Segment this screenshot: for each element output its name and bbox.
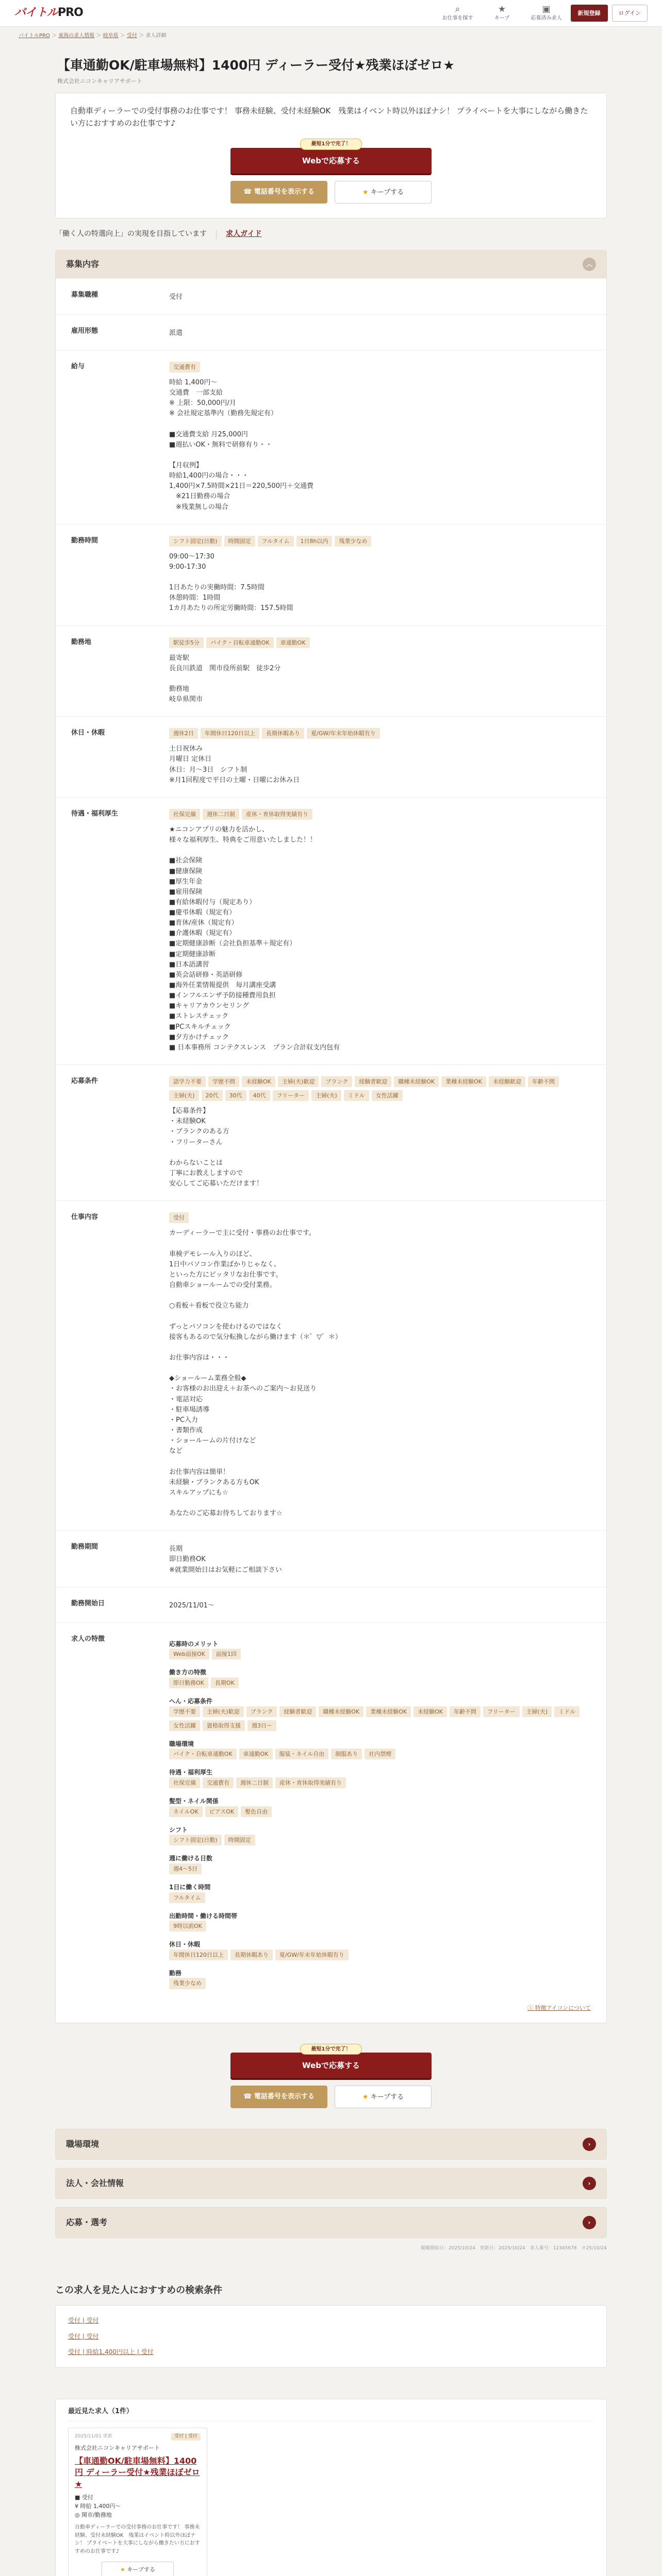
nav-search[interactable]: ⌕ お仕事を探す: [438, 4, 478, 23]
detail-value: 受付: [169, 293, 183, 301]
crumb-link[interactable]: バイトルPRO: [19, 33, 50, 39]
tag: 長期OK: [211, 1677, 239, 1688]
feature-group: シフト シフト固定(日勤) 時間固定: [169, 1825, 591, 1849]
star-icon: ★: [120, 2566, 125, 2573]
tag: 社保完備: [169, 809, 200, 820]
detail-value: 2025/11/01〜: [169, 1601, 214, 1609]
chevron-right-icon: ›: [583, 2177, 596, 2190]
collapse-icon: ︿: [583, 258, 596, 271]
tag: 週休二日制: [203, 809, 239, 820]
nav-keep[interactable]: ★ キープ: [482, 4, 522, 23]
feature-icon-link[interactable]: ⓘ 特徴アイコンについて: [527, 2004, 591, 2011]
detail-key: 勤務地: [71, 638, 92, 646]
detail-key: 勤務開始日: [71, 1599, 105, 1607]
tag: 主婦(夫): [169, 1090, 199, 1101]
tag: 語学力不要: [169, 1076, 206, 1087]
quick-badge: 最短1分で完了！: [300, 2044, 362, 2055]
aim-row: 「働く人の特選向上」の実現を目指しています 求人ガイド: [55, 229, 607, 240]
detail-row: [56, 314, 606, 350]
accordion-company[interactable]: 法人・会社情報 ›: [55, 2168, 607, 2199]
features-row: 求人の特徴 応募時のメリット Web面接OK 面接1回 働き方の特徴 即日勤務OK 長期OK へん・応募条件 学歴不要 主婦(夫)歓迎 ブランク 経験者歓迎 職種未経験OK 業種未経験OK 未経験OK 年齢不問 フリーター 主婦(夫) ミドル女性活躍 資格取得支援 週3日〜 職場環境 バイク・自転車通勤OK 車通勤OK 服装・ネイル自由 制服あり 社内禁煙 待遇・福利厚生 社保完備 交通費有 週休二日制 産休・育休取得実績有り 髪型・ネイル関係 ネイルOK ピアスOK 髪色自由 シフト シフト固定(日勤) 時間固定 週に働ける日数 週4〜5日 1日に働く時間 フルタイム 出勤時間・働ける時間帯 9時以前OK 休日・休暇 年間休日120日以上 長期休暇あり 夏/GW/年末年始休暇有り 勤務 残業少なめ: [56, 1622, 606, 2004]
tag: 経験者歓迎: [355, 1076, 391, 1087]
detail-value: 派遣: [169, 329, 183, 337]
tag: ピアスOK: [205, 1806, 238, 1817]
tag: 年齢不問: [528, 1076, 559, 1087]
search-icon: ⌕: [455, 4, 460, 14]
tag: 交通費有: [203, 1777, 234, 1788]
crumb-link[interactable]: 岐阜県: [103, 33, 119, 39]
cond-link[interactable]: 受付 | 受付: [68, 2316, 99, 2324]
detail-key: 勤務時間: [71, 536, 98, 545]
company-name: 株式会社ニコンキャリアサポート: [57, 78, 142, 85]
detail-key: 応募条件: [71, 1077, 98, 1086]
tag: 長期休暇あり: [262, 728, 304, 739]
tag: 夏/GW/年末年始休暇有り: [275, 1950, 349, 1960]
tag: 長期休暇あり: [230, 1950, 273, 1960]
breadcrumb: バイトルPRO ＞ 東海の求人情報 ＞ 岐阜県 ＞ 受付 ＞ 求人詳細: [19, 33, 167, 39]
recent-title-link[interactable]: 【車通勤OK/駐車場無料】1400円 ディーラー受付★残業ほぼゼロ★: [75, 2455, 200, 2489]
document-icon: ▣: [542, 4, 551, 14]
tag: シフト固定(日勤): [169, 1835, 222, 1845]
show-phone-button-bottom[interactable]: ☎ 電話番号を表示する: [230, 2086, 327, 2108]
feature-group: 応募時のメリット Web面接OK 面接1回: [169, 1639, 591, 1663]
tag: 時間固定: [224, 1835, 255, 1845]
web-apply-button[interactable]: Webで応募する: [230, 148, 432, 174]
tag: 主婦(夫)歓迎: [203, 1706, 244, 1717]
tag: 服装・ネイル自由: [275, 1749, 329, 1759]
tag: 職種未経験OK: [394, 1076, 439, 1087]
detail-row: [56, 716, 606, 797]
tag: 女性活躍: [169, 1720, 200, 1731]
nav-applied[interactable]: ▣ 応募済み求人: [526, 4, 567, 23]
recent-card[interactable]: 2025/11/01 更新 受付 | 受付 株式会社ニコンキャリアサポート 【車通勤OK/駐車場無料】1400円 ディーラー受付★残業ほぼゼロ★ ■ 受付 ¥ 時給 1,400円〜 ◎ 関市/勤務地 自動車ディーラーでの受付事務のお仕事です！ 事務未経験、受付未経験OK 残業はイベント時以外ほぼナシ！ プライベートを大事にしながら働きたい方におすすめのお仕事です♪ ★ キープする: [68, 2428, 207, 2576]
feature-group: へん・応募条件 学歴不要 主婦(夫)歓迎 ブランク 経験者歓迎 職種未経験OK 業種未経験OK 未経験OK 年齢不問 フリーター 主婦(夫) ミドル女性活躍 資格取得支援 週3日〜: [169, 1697, 591, 1734]
tag: 職種未経験OK: [319, 1706, 363, 1717]
tag: 年齢不問: [450, 1706, 481, 1717]
web-apply-button-bottom[interactable]: Webで応募する: [230, 2053, 432, 2078]
feature-group: 待遇・福利厚生 社保完備 交通費有 週休二日制 産休・育休取得実績有り: [169, 1768, 591, 1791]
tag: 残業少なめ: [335, 536, 371, 547]
feature-group: 1日に働く時間 フルタイム: [169, 1883, 591, 1906]
cond-link[interactable]: 受付 | 時給1,400円以上 | 受付: [68, 2348, 154, 2356]
recent-keep-button[interactable]: ★ キープする: [102, 2562, 174, 2576]
detail-key: 募集職種: [71, 291, 98, 299]
detail-key: 雇用形態: [71, 327, 98, 335]
star-icon: ★: [362, 188, 369, 196]
tag: ネイルOK: [169, 1806, 203, 1817]
tag: 未経験歓迎: [489, 1076, 525, 1087]
detail-row: [56, 278, 606, 314]
tag: 交通費有: [169, 362, 200, 372]
tag: 駅徒歩5分: [169, 637, 204, 648]
feature-group: 出勤時間・働ける時間帯 9時以前OK: [169, 1911, 591, 1935]
tag: フリーター: [273, 1090, 309, 1101]
lead-card: [55, 93, 607, 218]
feature-group: 職場環境 バイク・自転車通勤OK 車通勤OK 服装・ネイル自由 制服あり 社内禁煙: [169, 1739, 591, 1763]
detail-row: [56, 1064, 606, 1200]
tag: フリーター: [483, 1706, 520, 1717]
tag: バイク・自転車通勤OK: [206, 637, 274, 648]
detail-value: シフト固定(日勤) 時間固定 フルタイム 1日8h以内 残業少なめ 09:00〜17:30 9:00-17:30 1日あたりの実働時間：7.5時間 休憩時間：1時間 1カ月あたりの所定労働時間：157.5時間: [169, 536, 606, 614]
tag: 40代: [249, 1090, 270, 1101]
chevron-right-icon: ›: [583, 2216, 596, 2229]
tag: ミドル: [344, 1090, 369, 1101]
star-icon: ★: [498, 4, 506, 14]
crumb-link[interactable]: 受付: [126, 33, 137, 39]
detail-row: [56, 1587, 606, 1622]
tag: フルタイム: [258, 536, 294, 547]
tag: 学歴不要: [169, 1706, 200, 1717]
tag: 年間休日120日以上: [201, 728, 259, 739]
crumb-current: 求人詳細: [145, 33, 167, 39]
detail-key: 休日・休暇: [71, 729, 105, 737]
chevron-right-icon: ›: [583, 2138, 596, 2151]
detail-value: 語学力不要 学歴不問 未経験OK 主婦(夫)歓迎 ブランク 経験者歓迎 職種未経験OK 業種未経験OK 未経験歓迎 年齢不問主婦(夫) 20代 30代 40代 フリーター 主婦(夫) ミドル 女性活躍 【応募条件】 ・未経験OK ・ブランクのある方 ・フリーターさん わからないことは 丁寧にお教えしますので 安心してご応募いただけます！: [169, 1076, 606, 1189]
detail-row: [56, 625, 606, 717]
tag: 社内禁煙: [365, 1749, 395, 1759]
feature-group: 勤務 残業少なめ: [169, 1969, 591, 1992]
tag: 主婦(夫): [311, 1090, 341, 1101]
detail-value: 受付 カーディーラーで主に受付・事務のお仕事です。 車検デモレール入りのほど、 1日中パソコン作業ばかりじゃなく、 といった方にピッタリなお仕事です。 自動車ショールームでの受付業務。 ○看板＋看板で役立ち能力 ずっとパソコンを使わけるのではなく 接客もあるので気分転換しながら働けます（＊゜▽゜＊） お仕事内容は・・・ ◆ショールーム業務全般◆ ・お客様のお出迎え＋お茶へのご案内〜お見送り ・電話対応 ・駐車場誘導 ・PC入力 ・書類作成 ・ショールームの片付けなど など お仕事内容は簡単！ 未経験・ブランクある方もOK スキルアップにも☆ あなたのご応募お待ちしております☆: [169, 1212, 606, 1519]
tag: 未経験OK: [242, 1076, 275, 1087]
tag: 週休2日: [169, 728, 198, 739]
tag: 業種未経験OK: [441, 1076, 486, 1087]
tag: 資格取得支援: [203, 1720, 245, 1731]
keep-button[interactable]: ★ キープする: [335, 181, 432, 204]
detail-row: [56, 1530, 606, 1586]
detail-row: [56, 1200, 606, 1530]
feature-group: 休日・休暇 年間休日120日以上 長期休暇あり 夏/GW/年末年始休暇有り: [169, 1940, 591, 1963]
page-title: 【車通勤OK/駐車場無料】1400円 ディーラー受付★残業ほぼゼロ★: [57, 57, 455, 73]
tag: 業種未経験OK: [366, 1706, 411, 1717]
register-button[interactable]: 新規登録: [571, 5, 608, 22]
tag: ミドル: [554, 1706, 580, 1717]
detail-value: 駅徒歩5分 バイク・自転車通勤OK 車通勤OK 最寄駅 長良川鉄道 関市役所前駅 徒歩2分 勤務地 岐阜県関市: [169, 637, 606, 705]
tag: ブランク: [246, 1706, 277, 1717]
tag: 時間固定: [224, 536, 255, 547]
detail-value: 週休2日 年間休日120日以上 長期休暇あり 夏/GW/年末年始休暇有り 土日祝休み 月曜日 定休日 休日：月〜3日 シフト制 ※月1回程度で平日の土曜・日曜にお休み日: [169, 728, 606, 786]
lead-text: 自動車ディーラーでの受付事務のお仕事です！ 事務未経験、受付未経験OK 残業はイベント時以外ほぼナシ！ プライベートを大事にしながら働きたい方におすすめのお仕事です♪: [70, 106, 588, 128]
detail-row: [56, 797, 606, 1064]
tag: シフト固定(日勤): [169, 536, 222, 547]
crumb-link[interactable]: 東海の求人情報: [58, 33, 95, 39]
bottom-cta: [55, 2023, 607, 2121]
keep-button-bottom[interactable]: ★ キープする: [335, 2086, 432, 2108]
conds-heading: この求人を見た人におすすめの検索条件: [55, 2285, 223, 2296]
accordion-apply[interactable]: 応募・選考 ›: [55, 2207, 607, 2238]
tag: 週3日〜: [247, 1720, 276, 1731]
tag: 学歴不問: [208, 1076, 239, 1087]
tag: 残業少なめ: [169, 1978, 206, 1989]
tag: 年間休日120日以上: [169, 1950, 228, 1960]
detail-value: 社保完備 週休二日制 産休・育休取得実績有り ★ニコンアプリの魅力を活かし、 様々な福利厚生、特典をご用意いたしました！！ ■社会保険 ■健康保険 ■厚生年金 ■雇用保険 ■有給休暇付与（規定あり） ■慶弔休暇（規定有） ■育休/産休（規定有） ■介護休暇（規定有） ■定期健康診断（会社負担基準＋規定有） ■定期健康診断 ■日本語講習 ■英会話研修・英語研修 ■海外任業情報提供 毎月講座受講 ■インフルエンザ予防接種費用負担 ■キャリアカウンセリング ■ストレスチェック ■PCスキルチェック ■夕方かけチェック ■ 日本事務所 コンテクスレンス プラン合計収支内包有: [169, 809, 606, 1053]
tag: 制服あり: [331, 1749, 362, 1759]
tag: 即日勤務OK: [169, 1677, 208, 1688]
tag: 20代: [202, 1090, 223, 1101]
tag: 主婦(夫): [522, 1706, 552, 1717]
tag: ブランク: [321, 1076, 352, 1087]
posting-meta: 掲載開始日：2025/10/24 更新日：2025/10/24 求人番号：12345678 ＃25/10/24: [421, 2246, 607, 2251]
detail-value: 長期 即日勤務OK ※就業開始日はお気軽にご相談下さい: [169, 1545, 282, 1574]
tag: 車通勤OK: [239, 1749, 273, 1759]
tag: 女性活躍: [372, 1090, 403, 1101]
detail-key: 仕事内容: [71, 1213, 98, 1222]
quick-badge: 最短1分で完了！: [300, 139, 362, 150]
tag: バイク・自転車通勤OK: [169, 1749, 237, 1759]
detail-key: 勤務期間: [71, 1543, 98, 1551]
header-nav: [438, 4, 648, 23]
tag: フルタイム: [169, 1892, 205, 1903]
tag: 30代: [225, 1090, 246, 1101]
detail-key: 給与: [71, 362, 85, 370]
login-button[interactable]: ログイン: [612, 5, 648, 22]
recent-viewed: [55, 2399, 607, 2576]
guide-link[interactable]: 求人ガイド: [226, 229, 262, 238]
site-header: [0, 0, 662, 27]
star-icon: ★: [362, 2093, 369, 2102]
cond-link[interactable]: 受付 | 受付: [68, 2332, 99, 2340]
detail-row: [56, 524, 606, 625]
recruit-section: [55, 250, 607, 2023]
tag: 未経験OK: [413, 1706, 447, 1717]
site-logo[interactable]: バイトルPRO: [14, 6, 83, 20]
feature-group: 働き方の特徴 即日勤務OK 長期OK: [169, 1668, 591, 1691]
tag: 社保完備: [169, 1777, 200, 1788]
tag: 主婦(夫)歓迎: [278, 1076, 319, 1087]
tag: 面接1回: [212, 1649, 241, 1659]
tag: 夏/GW/年末年始休暇有り: [307, 728, 380, 739]
detail-key: 待遇・福利厚生: [71, 809, 119, 818]
conds-list: [55, 2305, 607, 2368]
feature-group: 髪型・ネイル関係 ネイルOK ピアスOK 髪色自由: [169, 1797, 591, 1820]
tag: 経験者歓迎: [279, 1706, 316, 1717]
feature-group: 週に働ける日数 週4〜5日: [169, 1854, 591, 1877]
tag: Web面接OK: [169, 1649, 209, 1659]
show-phone-button[interactable]: ☎ 電話番号を表示する: [230, 181, 327, 204]
tag: 産休・育休取得実績有り: [275, 1777, 346, 1788]
accordion-workplace[interactable]: 職場環境 ›: [55, 2129, 607, 2160]
tag: 産休・育休取得実績有り: [242, 809, 312, 820]
detail-value: 交通費有 時給 1,400円〜 交通費 一部支給 ※ 上限：50,000円/月 ※ 会社規定基準内（勤務先規定有） ■交通費支給 月25,000円 ■週払いOK・無料で研修有り・・ 【月収例】 時給1,400円の場合・・・ 1,400円×7.5時間×21日＝220,500円＋交通費 ※21日勤務の場合 ※残業無しの場合: [169, 362, 606, 513]
tag: 車通勤OK: [276, 637, 310, 648]
recruit-header[interactable]: 募集内容 ︿: [56, 250, 606, 278]
tag: 受付: [169, 1212, 189, 1223]
tag: 9時以前OK: [169, 1921, 206, 1931]
tag: 週休二日制: [236, 1777, 273, 1788]
recent-heading: 最近見た求人（1件）: [68, 2406, 594, 2421]
detail-row: [56, 350, 606, 524]
tag: 週4〜5日: [169, 1863, 202, 1874]
tag: 1日8h以内: [296, 536, 333, 547]
tag: 髪色自由: [241, 1806, 272, 1817]
